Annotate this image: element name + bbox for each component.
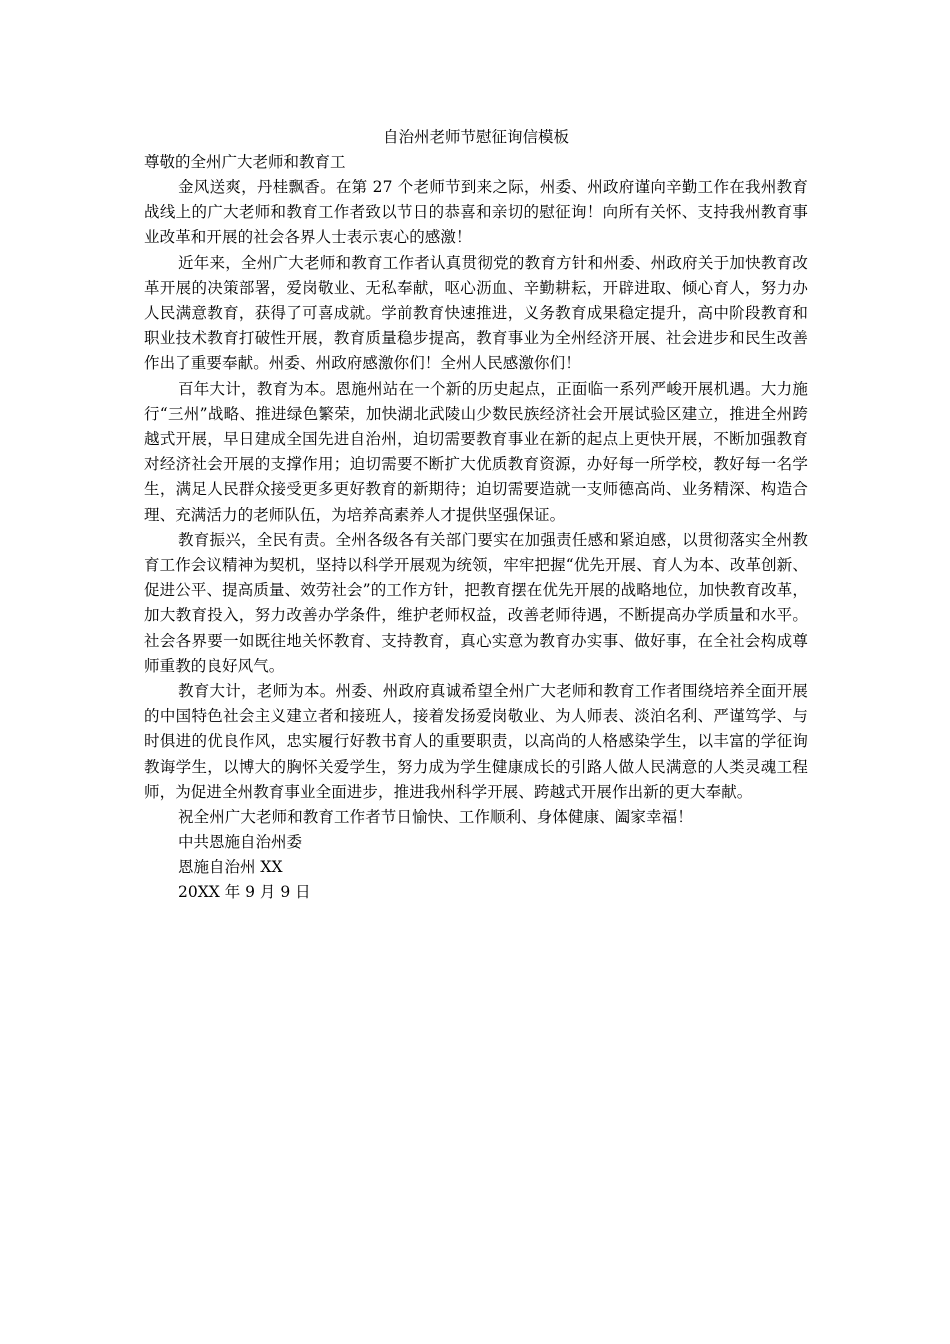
paragraph-2: 近年来，全州广大老师和教育工作者认真贯彻党的教育方针和州委、州政府关于加快教育改革开展的决策部署，爱岗敬业、无私奉献，呕心沥血、辛勤耕耘，开辟进取、倾心育人，努力办人民满意教育，获得了可喜成就。学前教育快速推进，义务教育成果稳定提升，高中阶段教育和职业技术教育打破性开展，教育质量稳步提高，教育事业为全州经济开展、社会进步和民生改善作出了重要奉献。州委、州政府感激你们！全州人民感激你们！ [144, 253, 808, 373]
paragraph-3: 百年大计，教育为本。恩施州站在一个新的历史起点，正面临一系列严峻开展机遇。大力施行“三州”战略、推进绿色繁荣，加快湖北武陵山少数民族经济社会开展试验区建立，推进全州跨越式开展，早日建成全国先进自治州，迫切需要教育事业在新的起点上更快开展，不断加强教育对经济社会开展的支撑作用；迫切需要不断扩大优质教育资源，办好每一所学校，教好每一名学生，满足人民群众接受更多更好教育的新期待；迫切需要造就一支师德高尚、业务精深、构造合理、充满活力的老师队伍，为培养高素养人才提供坚强保证。 [144, 379, 808, 524]
paragraph-1: 金风送爽，丹桂飘香。在第 27 个老师节到来之际，州委、州政府谨向辛勤工作在我州教育战线上的广大老师和教育工作者致以节日的恭喜和亲切的慰征询！向所有关怀、支持我州教育事业改革和开展的社会各界人士表示衷心的感激！ [144, 178, 808, 247]
document-title: 自治州老师节慰征询信模板 [382, 128, 569, 146]
signature-date: 20XX 年 9 月 9 日 [178, 883, 311, 902]
signature-government: 恩施自治州 XX [178, 858, 283, 877]
document-page [144, 124, 808, 905]
paragraph-closing-wish: 祝全州广大老师和教育工作者节日愉快、工作顺利、身体健康、阖家幸福！ [178, 808, 693, 827]
paragraph-5: 教育大计，老师为本。州委、州政府真诚希望全州广大老师和教育工作者围绕培养全面开展的中国特色社会主义建立者和接班人，接着发扬爱岗敬业、为人师表、淡泊名利、严谨笃学、与时俱进的优良作风，忠实履行好教书育人的重要职责，以高尚的人格感染学生，以丰富的学征询教诲学生，以博大的胸怀关爱学生，努力成为学生健康成长的引路人做人民满意的人类灵魂工程师，为促进全州教育事业全面进步，推进我州科学开展、跨越式开展作出新的更大奉献。 [144, 682, 808, 801]
signature-organization: 中共恩施自治州委 [178, 833, 303, 852]
salutation: 尊敬的全州广大老师和教育工 [144, 153, 346, 171]
paragraph-4: 教育振兴，全民有责。全州各级各有关部门要实在加强责任感和紧迫感，以贯彻落实全州教育工作会议精神为契机，坚持以科学开展观为统领，牢牢把握“优先开展、育人为本、改革创新、促进公平、提高质量、效劳社会”的工作方针，把教育摆在优先开展的战略地位，加快教育改革，加大教育投入，努力改善办学条件，维护老师权益，改善老师待遇，不断提高办学质量和水平。社会各界要一如既往地关怀教育、支持教育，真心实意为教育办实事、做好事，在全社会构成尊师重教的良好风气。 [144, 530, 808, 675]
